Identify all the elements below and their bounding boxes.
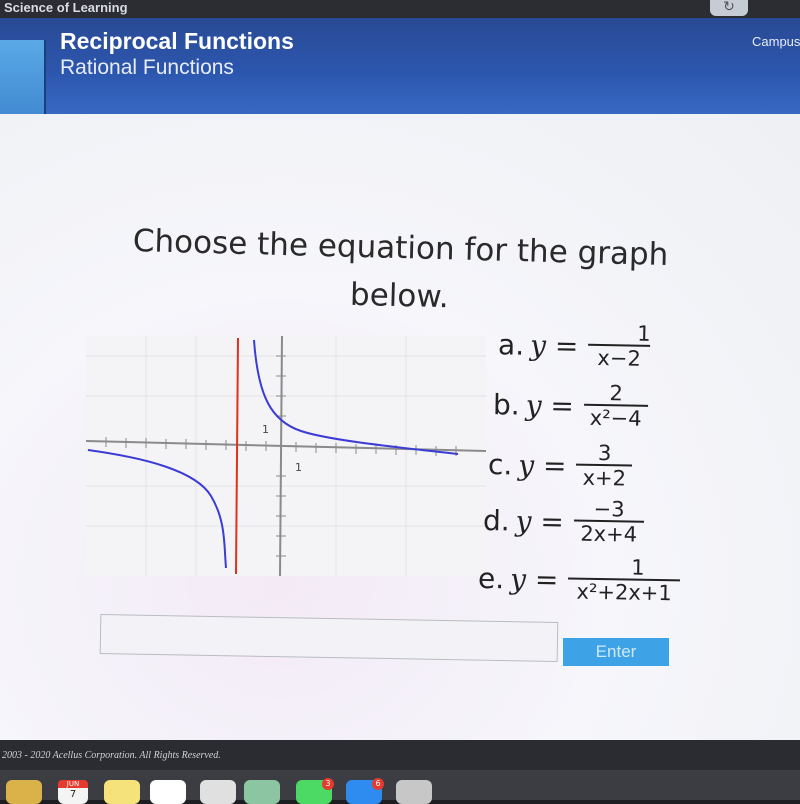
choice-lhs: y =: [515, 504, 565, 538]
notes-icon[interactable]: [104, 780, 140, 804]
enter-button[interactable]: Enter: [563, 638, 669, 666]
campus-link[interactable]: Campus: [752, 34, 800, 49]
choice-lhs: y =: [518, 448, 567, 482]
photos-icon[interactable]: [150, 780, 186, 804]
y-axis-label: 1: [262, 423, 269, 436]
choice-fraction: [588, 322, 651, 371]
question-text: [119, 217, 681, 328]
macos-dock: [0, 770, 800, 800]
choice-c: [487, 440, 633, 491]
denominator: x+2: [582, 465, 627, 491]
choice-label: c.: [487, 447, 513, 481]
choice-lhs: y =: [529, 328, 579, 363]
calendar-day: 7: [69, 789, 77, 800]
choice-label: b.: [492, 387, 521, 422]
choice-b: [492, 381, 649, 431]
denominator: x²−4: [589, 405, 642, 431]
numerator: 2: [609, 381, 624, 406]
choice-fraction: [573, 498, 644, 547]
choice-fraction: [576, 442, 633, 491]
mail-icon[interactable]: [346, 780, 382, 804]
messages-badge: 3: [322, 778, 334, 790]
answer-input[interactable]: [100, 614, 559, 662]
lesson-title: Reciprocal Functions: [60, 28, 294, 54]
choice-e: [477, 555, 681, 606]
mail-badge: 6: [372, 778, 384, 790]
numerator: 1: [630, 555, 645, 580]
reload-icon[interactable]: ↻: [710, 0, 748, 16]
choice-fraction: [568, 555, 681, 605]
x-axis-label: 1: [295, 461, 302, 474]
footer: [0, 740, 800, 770]
numerator: 3: [597, 440, 612, 466]
calendar-month: JUN: [58, 780, 88, 788]
denominator: x²+2x+1: [576, 579, 672, 606]
site-brand: Science of Learning: [4, 0, 128, 15]
browser-top-bar: [0, 0, 800, 18]
function-graph: [86, 336, 486, 576]
lesson-subtitle: Rational Functions: [60, 56, 234, 79]
app-icon[interactable]: [200, 780, 236, 804]
settings-icon[interactable]: [396, 780, 432, 804]
copyright-text: 2003 - 2020 Acellus Corporation. All Rights Reserved.: [2, 750, 221, 761]
finder-icon[interactable]: [6, 780, 42, 804]
messages-icon[interactable]: [296, 780, 332, 804]
question-line-1: Choose the equation for the graph: [132, 223, 669, 274]
maps-icon[interactable]: [244, 780, 280, 804]
question-line-2: below.: [349, 276, 450, 316]
calendar-icon[interactable]: [58, 780, 88, 804]
choice-label: d.: [482, 503, 511, 537]
lesson-header: [0, 18, 800, 114]
denominator: 2x+4: [580, 521, 638, 547]
choice-fraction: [584, 382, 649, 431]
answer-choices: [477, 314, 722, 618]
choice-a: [497, 321, 651, 371]
choice-label: a.: [497, 327, 525, 362]
numerator: −3: [593, 496, 625, 522]
choice-lhs: y =: [509, 561, 559, 596]
choice-label: e.: [477, 561, 505, 595]
denominator: x−2: [597, 345, 642, 371]
choice-d: [482, 496, 645, 547]
numerator: 1: [636, 321, 651, 346]
choice-lhs: y =: [525, 388, 575, 423]
